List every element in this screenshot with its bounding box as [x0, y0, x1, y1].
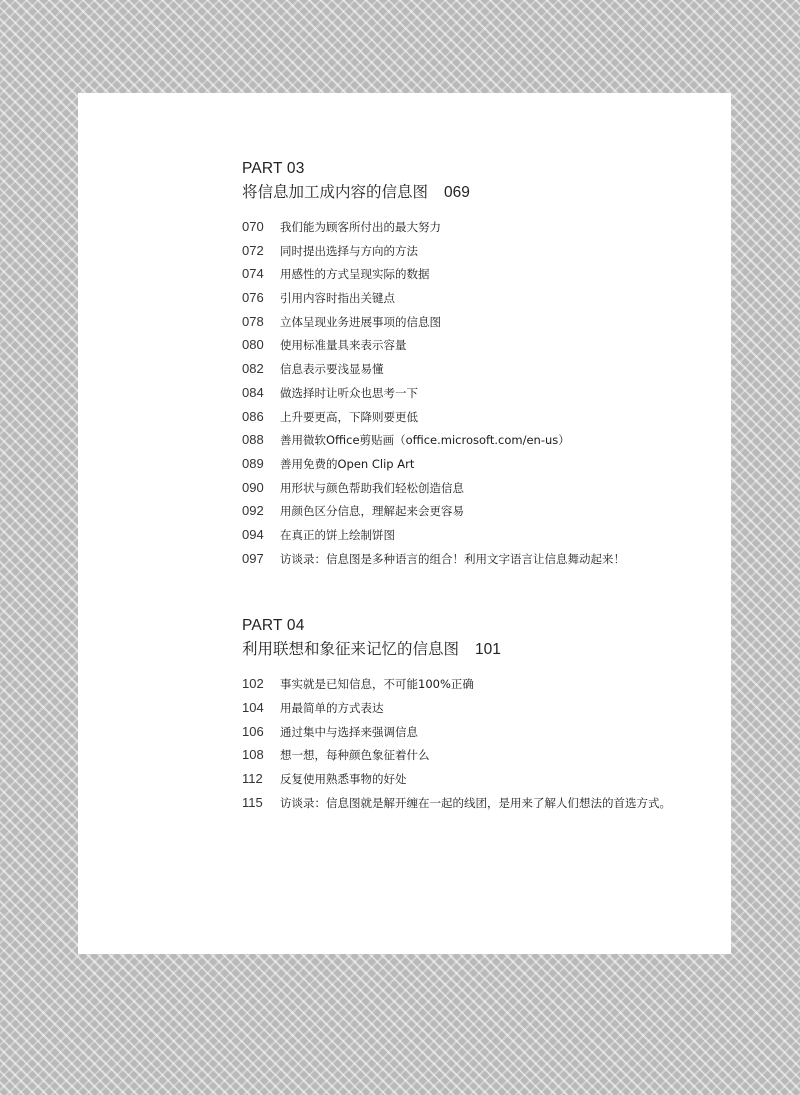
entry-title: 上升要更高，下降则要更低: [280, 409, 418, 424]
part-title-row: [242, 182, 722, 204]
toc-entry: [242, 381, 722, 405]
entry-title: 使用标准量具来表示容量: [280, 338, 407, 353]
toc-entry: [242, 523, 722, 547]
toc-entry: [242, 499, 722, 523]
entry-page-number: 108: [242, 747, 264, 763]
entry-page-number: 089: [242, 455, 264, 471]
entry-page-number: 086: [242, 408, 264, 424]
entry-page-number: 072: [242, 242, 264, 258]
part-title-row: [242, 639, 722, 661]
entry-title: 访谈录：信息图是多种语言的组合！利用文字语言让信息舞动起来！: [280, 551, 625, 566]
entry-page-number: 078: [242, 313, 264, 329]
entry-title: 事实就是已知信息，不可能100%正确: [280, 677, 474, 692]
toc-entry: [242, 720, 722, 744]
entry-title: 在真正的饼上绘制饼图: [280, 527, 395, 542]
toc-entry: [242, 476, 722, 500]
part-label: PART 04: [242, 617, 305, 635]
entry-title: 访谈录：信息图就是解开缠在一起的线团，是用来了解人们想法的首选方式。: [280, 795, 671, 810]
toc-entry: [242, 547, 722, 571]
entry-page-number: 097: [242, 550, 264, 566]
entry-page-number: 076: [242, 290, 264, 306]
entry-title: 用感性的方式呈现实际的数据: [280, 267, 430, 282]
toc-entries: [242, 672, 722, 814]
entry-page-number: 088: [242, 432, 264, 448]
entry-page-number: 090: [242, 479, 264, 495]
entry-page-number: 106: [242, 723, 264, 739]
entry-title: 用颜色区分信息，理解起来会更容易: [280, 504, 464, 519]
entry-title: 做选择时让听众也思考一下: [280, 385, 418, 400]
toc-entry: [242, 333, 722, 357]
entry-title: 反复使用熟悉事物的好处: [280, 772, 407, 787]
entry-title: 同时提出选择与方向的方法: [280, 243, 418, 258]
toc-entry: [242, 357, 722, 381]
toc-entry: [242, 428, 722, 452]
entry-title: 引用内容时指出关键点: [280, 291, 395, 306]
part-title: 将信息加工成内容的信息图: [242, 184, 429, 201]
entry-page-number: 112: [242, 771, 263, 787]
entry-title: 善用免费的Open Clip Art: [280, 456, 415, 471]
part-label: PART 03: [242, 160, 305, 177]
toc-part-04: [242, 616, 722, 814]
entry-title: 立体呈现业务进展事项的信息图: [280, 314, 441, 329]
part-page-number: 101: [475, 641, 501, 659]
entry-title: 通过集中与选择来强调信息: [280, 724, 418, 739]
toc-entry: [242, 791, 722, 815]
entry-title: 信息表示要浅显易懂: [280, 362, 384, 377]
entry-page-number: 070: [242, 219, 264, 234]
entry-page-number: 080: [242, 337, 264, 353]
entry-page-number: 094: [242, 526, 264, 542]
part-title: 利用联想和象征来记忆的信息图: [242, 641, 460, 659]
toc-entries: [242, 215, 722, 570]
entry-page-number: 102: [242, 676, 264, 692]
toc-entry: [242, 452, 722, 476]
toc-entry: [242, 405, 722, 429]
document-page: [78, 93, 731, 954]
table-of-contents: [242, 159, 722, 860]
entry-title: 善用微软Office剪贴画（office.microsoft.com/en-us）: [280, 433, 570, 448]
part-page-number: 069: [444, 184, 470, 201]
entry-title: 想一想，每种颜色象征着什么: [280, 748, 430, 763]
toc-entry: [242, 286, 722, 310]
toc-entry: [242, 239, 722, 263]
entry-page-number: 084: [242, 384, 264, 400]
toc-entry: [242, 310, 722, 334]
entry-page-number: 082: [242, 361, 264, 377]
entry-title: 用最简单的方式表达: [280, 701, 384, 715]
toc-entry: [242, 262, 722, 286]
entry-page-number: 092: [242, 503, 264, 519]
entry-title: 我们能为顾客所付出的最大努力: [280, 220, 441, 234]
entry-page-number: 115: [242, 794, 263, 810]
toc-entry: [242, 215, 722, 239]
toc-entry: [242, 672, 722, 696]
toc-part-03: [242, 159, 722, 570]
toc-entry: [242, 696, 722, 720]
entry-title: 用形状与颜色帮助我们轻松创造信息: [280, 480, 464, 495]
toc-entry: [242, 743, 722, 767]
entry-page-number: 104: [242, 700, 264, 715]
toc-entry: [242, 767, 722, 791]
entry-page-number: 074: [242, 266, 264, 282]
